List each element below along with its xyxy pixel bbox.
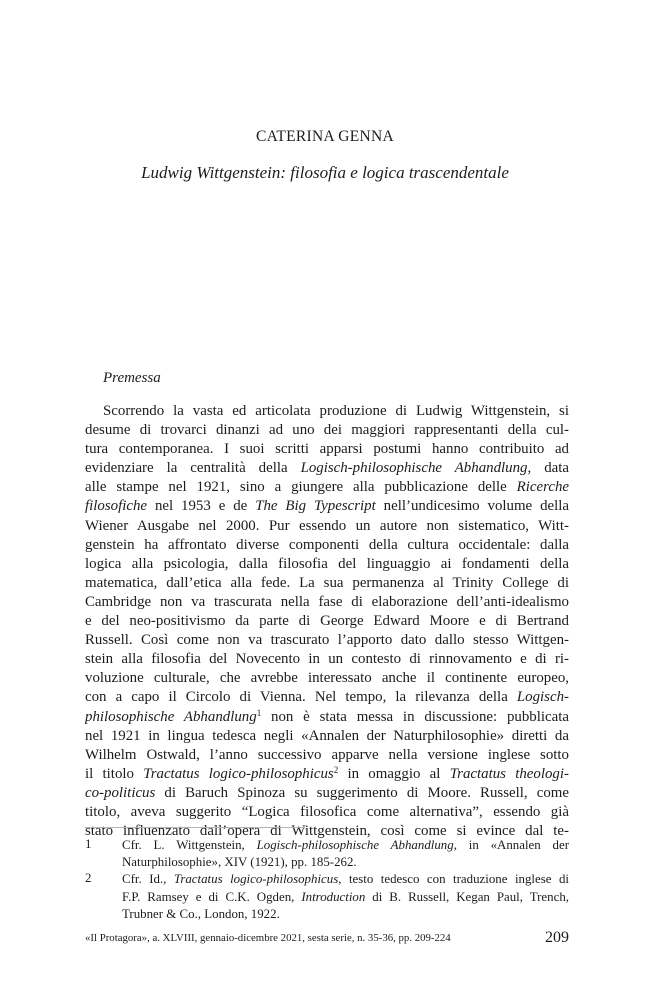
text-run: logica alla psicologia, dalla filosofia del linguaggio ai fondamenti della [85,555,569,572]
italic-text: The Big Typescript [255,498,376,515]
italic-text: co-politicus [85,784,156,801]
footnote-ref: 2 [333,764,339,775]
italic-text: Logisch-philosophische Abhandlung [256,838,454,852]
text-run: stato influenzato dall’opera di Wittgenstein, così come si evince dal te- [85,823,569,840]
text-run: matematica, dall’etica alla fede. La sua permanenza al Trinity College di [85,574,569,591]
text-run: , testo tedesco con traduzione inglese di [338,872,569,887]
italic-text: philosophische Abhandlung [85,708,257,725]
text-run: Cambridge non va trascurata nella fase di elaborazione dell’anti-idealismo [85,593,569,610]
footnote-line [122,871,569,888]
body-text [85,402,569,841]
italic-text: Logisch-philosophische Abhandlung [300,460,528,477]
text-run: desume di trovarci dinanzi ad uno dei maggiori rappresentanti della cul- [85,422,569,439]
body-line [85,459,569,478]
italic-text: Tractatus logico-philosophicus [173,872,339,887]
body-line [85,727,569,746]
footnote-line [122,854,569,871]
text-run: Russell. Così come non va trascurato l’apporto dato dallo stesso Wittgen- [85,632,569,649]
text-run: , data [527,460,569,477]
text-run: nell’undicesimo volume della [375,498,569,515]
body-line [85,803,569,822]
body-line [85,555,569,574]
body-line [85,478,569,497]
body-line [85,536,569,555]
text-run: F.P. Ramsey e di C.K. Ogden, [122,889,302,904]
footnote-ref: 1 [256,707,262,718]
body-line [85,631,569,650]
text-run: nel 1921 in lingua tedesca negli «Annalen der Naturphilosophie» diretti da [85,727,569,744]
body-line [85,688,569,707]
text-run: in omaggio al [338,765,450,782]
text-run: voluzione culturale, che avrebbe interessato anche il continente europeo, [85,670,569,687]
section-heading: Premessa [103,370,161,386]
body-line [85,765,569,784]
italic-text: Ricerche [516,479,569,496]
italic-text: Logisch- [516,689,569,706]
footnote [85,837,569,871]
text-run: Cfr. L. Wittgenstein, [122,838,257,852]
text-run: titolo, aveva suggerito “Logica filosofica come alternativa”, essendo già [85,803,569,820]
body-line [85,497,569,516]
italic-text: filosofiche [85,498,148,515]
text-run: Wiener Ausgabe nel 2000. Pur essendo un autore non sistematico, Witt- [85,517,569,534]
body-line [85,708,569,727]
journal-citation: «Il Protagora», a. XLVIII, gennaio-dicembre 2021, sesta serie, n. 35-36, pp. 209-224 [85,932,451,944]
text-run: di B. Russell, Kegan Paul, Trench, [365,889,569,904]
text-run: e del neo-positivismo da parte di George Edward Moore e di Bertrand [85,613,569,630]
text-run: di Baruch Spinoza su suggerimento di Moore. Russell, come [155,784,569,801]
italic-text: Tractatus theologi- [449,765,569,782]
italic-text: Tractatus logico-philosophicus [143,765,334,782]
body-line [85,650,569,669]
text-run: Trubner & Co., London, 1922. [122,906,280,921]
text-run: stein alla filosofia del Novecento in un contesto di rinnovamento e di ri- [85,651,569,668]
text-run: evidenziare la centralità della [85,460,301,477]
body-line [85,517,569,536]
footnote-number: 2 [85,871,92,886]
text-run: , in «Annalen der [453,838,569,852]
footnote-number: 1 [85,837,92,851]
body-line [85,784,569,803]
body-line [85,574,569,593]
text-run: il titolo [85,765,144,782]
text-run: tura contemporanea. I suoi scritti apparsi postumi hanno contribuito ad [85,441,569,458]
footnotes [85,837,569,923]
text-run: genstein ha affrontato diverse componenti della cultura occidentale: dalla [85,536,569,553]
footnote [85,871,569,923]
body-line [85,440,569,459]
text-run: con a capo il Circolo di Vienna. Nel tempo, la rilevanza della [85,689,517,706]
text-run: non è stata messa in discussione: pubblicata [261,708,569,725]
article-title: Ludwig Wittgenstein: filosofia e logica trascendentale [141,163,509,182]
body-line [85,746,569,765]
body-line [85,593,569,612]
footnote-line [122,906,569,923]
body-line [85,669,569,688]
italic-text: Introduction [301,889,366,904]
body-line [85,421,569,440]
page-footer [85,929,569,949]
text-run: Cfr. Id., [122,872,174,887]
body-line [85,612,569,631]
page-number: 209 [545,929,569,946]
body-line [85,402,569,421]
text-run: Naturphilosophie», XIV (1921), pp. 185-262. [122,855,357,870]
text-run: nel 1953 e de [147,498,256,515]
text-run: Scorrendo la vasta ed articolata produzione di Ludwig Wittgenstein, si [103,403,569,419]
footnote-line [122,837,569,854]
footnote-line [122,889,569,906]
text-run: alle stampe nel 1921, sino a giungere alla pubblicazione delle [85,479,517,496]
article-author: CATERINA GENNA [255,128,395,145]
text-run: Wilhelm Ostwald, l’anno successivo apparve nella versione inglese sotto [85,746,569,763]
footnote-rule [85,827,305,828]
